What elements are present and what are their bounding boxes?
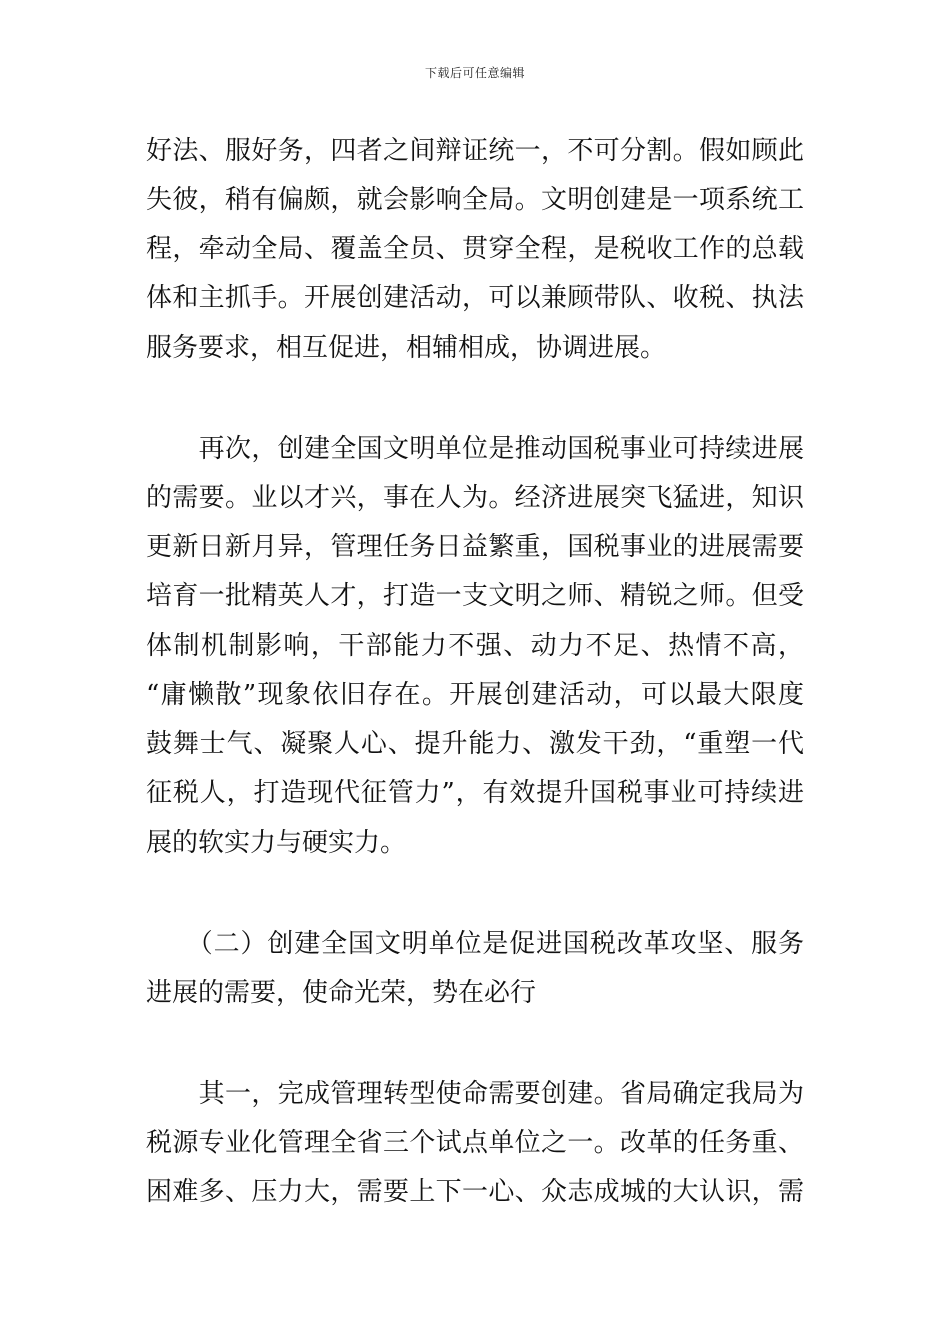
text-line: 程，牵动全局、覆盖全员、贯穿全程，是税收工作的总载 — [146, 234, 804, 264]
text-line: 好法、服好务，四者之间辩证统一，不可分割。假如顾此 — [146, 136, 804, 166]
text-line: 困难多、压力大，需要上下一心、众志成城的大认识，需 — [146, 1177, 804, 1207]
text-line: 展的软实力与硬实力。 — [146, 828, 407, 858]
text-line: 鼓舞士气、凝聚人心、提升能力、激发干劲，“重塑一代 — [146, 729, 804, 759]
text-line: 再次，创建全国文明单位是推动国税事业可持续进展 — [146, 434, 804, 464]
page-header: 下载后可任意编辑 — [424, 66, 525, 80]
text-line: （二）创建全国文明单位是促进国税改革攻坚、服务 — [146, 929, 804, 959]
text-line: 的需要。业以才兴，事在人为。经济进展突飞猛进，知识 — [146, 483, 804, 513]
text-line: 体和主抓手。开展创建活动，可以兼顾带队、收税、执法 — [146, 283, 804, 313]
text-line: 体制机制影响，干部能力不强、动力不足、热情不高， — [146, 631, 804, 661]
text-line: “庸懒散”现象依旧存在。开展创建活动，可以最大限度 — [146, 680, 804, 710]
text-line: 培育一批精英人才，打造一支文明之师、精锐之师。但受 — [146, 581, 804, 611]
text-line: 服务要求，相互促进，相辅相成，协调进展。 — [146, 333, 667, 363]
text-line: 更新日新月异，管理任务日益繁重，国税事业的进展需要 — [146, 532, 804, 562]
text-line: 失彼，稍有偏颇，就会影响全局。文明创建是一项系统工 — [146, 185, 804, 215]
text-line: 税源专业化管理全省三个试点单位之一。改革的任务重、 — [146, 1128, 804, 1158]
text-line: 进展的需要，使命光荣，势在必行 — [146, 978, 537, 1008]
text-line: 其一，完成管理转型使命需要创建。省局确定我局为 — [146, 1079, 804, 1109]
text-line: 征税人，打造现代征管力”，有效提升国税事业可持续进 — [146, 778, 804, 808]
